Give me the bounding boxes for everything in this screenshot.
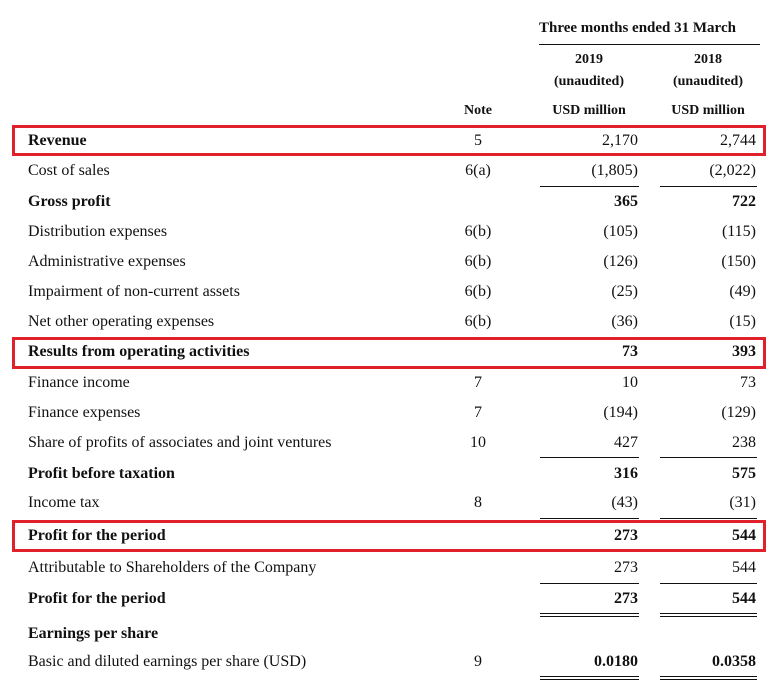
row-value-2018: (129) (721, 404, 756, 421)
row-note: 6(a) (465, 162, 491, 179)
row-note: 9 (474, 653, 482, 670)
row-label: Income tax (28, 494, 100, 511)
row-value-2018: 544 (732, 527, 756, 544)
period-title: Three months ended 31 March (539, 20, 736, 36)
row-label: Cost of sales (28, 162, 110, 179)
row-label: Impairment of non-current assets (28, 283, 240, 300)
row-note: 5 (474, 132, 482, 149)
row-value-2019: (194) (603, 404, 638, 421)
row-label: Finance income (28, 374, 130, 391)
row-value-2019: 10 (622, 374, 638, 391)
total-rule (660, 616, 757, 617)
row-label: Distribution expenses (28, 223, 168, 240)
row-value-2019: 2,170 (602, 132, 638, 149)
highlight-profit-for-period (12, 520, 766, 552)
row-note: 6(b) (464, 313, 492, 330)
row-value-2018: 73 (740, 374, 756, 391)
row-note: 7 (474, 404, 482, 421)
unit-2019: USD million (552, 103, 626, 118)
total-rule (540, 616, 639, 617)
row-label: Revenue (28, 132, 87, 149)
row-value-2018: (49) (729, 283, 756, 300)
row-label: Attributable to Shareholders of the Company (28, 559, 317, 576)
subtotal-rule (660, 518, 757, 519)
row-value-2018: 575 (732, 465, 756, 482)
total-rule (660, 613, 757, 614)
row-value-2018: 2,744 (720, 132, 756, 149)
row-value-2019: 73 (622, 343, 638, 360)
row-value-2019: (43) (611, 494, 638, 511)
row-value-2019: (105) (603, 223, 638, 240)
row-label: Basic and diluted earnings per share (USD) (28, 653, 307, 670)
row-value-2019: 273 (614, 590, 638, 607)
audit-status-2018: (unaudited) (672, 74, 744, 89)
unit-2018: USD million (671, 103, 745, 118)
row-value-2019: (25) (611, 283, 638, 300)
row-value-2019: (1,805) (591, 162, 638, 179)
row-value-2019: 0.0180 (594, 653, 638, 670)
row-value-2019: 316 (614, 465, 638, 482)
row-value-2018: (115) (721, 223, 756, 240)
row-value-2018: (2,022) (709, 162, 756, 179)
row-label: Administrative expenses (28, 253, 186, 270)
row-value-2018: 393 (732, 343, 756, 360)
year-2019: 2019 (575, 52, 603, 67)
row-label: Gross profit (28, 193, 111, 210)
subtotal-rule (660, 583, 757, 584)
row-value-2018: (31) (729, 494, 756, 511)
row-note: 7 (474, 374, 482, 391)
row-value-2018: 544 (732, 559, 756, 576)
year-2018: 2018 (694, 52, 722, 67)
row-value-2018: (150) (721, 253, 756, 270)
subtotal-rule (660, 186, 757, 187)
row-label: Earnings per share (28, 625, 159, 642)
row-label: Profit for the period (28, 590, 166, 607)
row-label: Net other operating expenses (28, 313, 215, 330)
highlight-operating-results (12, 337, 766, 369)
row-value-2018: (15) (729, 313, 756, 330)
total-rule (660, 676, 757, 677)
total-rule (660, 679, 757, 680)
row-value-2019: (126) (603, 253, 638, 270)
row-label: Profit before taxation (28, 465, 175, 482)
total-rule (540, 679, 639, 680)
audit-status-2019: (unaudited) (553, 74, 625, 89)
highlight-revenue (12, 125, 766, 156)
row-value-2019: 365 (614, 193, 638, 210)
row-note: 6(b) (464, 253, 492, 270)
subtotal-rule (540, 186, 639, 187)
row-value-2019: (36) (611, 313, 638, 330)
row-label: Share of profits of associates and joint ventures (28, 434, 332, 451)
row-value-2019: 427 (614, 434, 638, 451)
row-label: Finance expenses (28, 404, 141, 421)
subtotal-rule (540, 518, 639, 519)
row-note: 8 (474, 494, 482, 511)
subtotal-rule (540, 457, 639, 458)
row-value-2019: 273 (614, 559, 638, 576)
row-label: Results from operating activities (28, 343, 250, 360)
row-label: Profit for the period (28, 527, 166, 544)
row-value-2018: 0.0358 (712, 653, 756, 670)
row-value-2019: 273 (614, 527, 638, 544)
row-value-2018: 544 (732, 590, 756, 607)
row-note: 6(b) (464, 283, 492, 300)
row-note: 6(b) (464, 223, 492, 240)
header-underline (539, 44, 760, 45)
total-rule (540, 676, 639, 677)
row-value-2018: 238 (732, 434, 756, 451)
row-value-2018: 722 (732, 193, 756, 210)
subtotal-rule (660, 457, 757, 458)
row-note: 10 (470, 434, 486, 451)
note-header: Note (464, 103, 492, 118)
subtotal-rule (540, 583, 639, 584)
total-rule (540, 613, 639, 614)
